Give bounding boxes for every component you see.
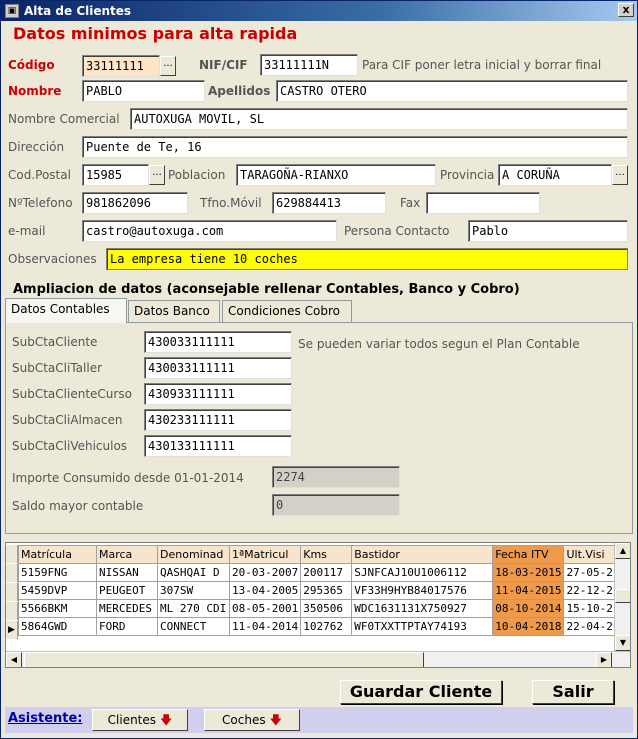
column-header-kms[interactable]: Kms — [301, 546, 352, 564]
table-cell[interactable]: 27-05-2 — [564, 564, 615, 582]
column-header-fecha-itv[interactable]: Fecha ITV — [493, 546, 564, 564]
scroll-right-icon[interactable]: ▶ — [596, 652, 612, 668]
subcta-taller-label: SubCtaCliTaller — [12, 361, 103, 375]
asistente-clientes-button[interactable] — [92, 709, 188, 731]
table-cell[interactable]: 350506 — [301, 600, 352, 618]
subcta-taller-field[interactable]: 430033111111 — [144, 357, 292, 379]
codigo-lookup-button[interactable]: ... — [160, 56, 176, 76]
vertical-scrollbar[interactable] — [614, 543, 630, 651]
table-cell[interactable]: 307SW — [158, 582, 230, 600]
scroll-thumb[interactable] — [615, 589, 631, 603]
arrow-down-icon: 🡇 — [269, 713, 282, 727]
table-cell[interactable]: ML 270 CDI — [158, 600, 230, 618]
fax-label: Fax — [400, 196, 421, 210]
saldo-field: 0 — [272, 494, 400, 516]
subcta-curso-field[interactable]: 430933111111 — [144, 383, 292, 405]
cod-postal-field[interactable]: 15985 — [82, 164, 149, 186]
tab-datos-contables[interactable]: Datos Contables — [5, 298, 127, 323]
poblacion-label: Poblacion — [168, 168, 226, 182]
scroll-down-icon[interactable]: ▼ — [615, 635, 631, 651]
apellidos-label: Apellidos — [208, 84, 271, 98]
nombre-comercial-field[interactable]: AUTOXUGA MOVIL, SL — [130, 108, 628, 130]
tab-datos-banco[interactable]: Datos Banco — [128, 300, 220, 322]
nombre-comercial-label: Nombre Comercial — [8, 112, 120, 126]
table-cell[interactable]: 5864GWD — [19, 618, 97, 636]
importe-field: 2274 — [272, 466, 400, 488]
subcta-vehiculos-label: SubCtaCliVehiculos — [12, 439, 128, 453]
table-cell[interactable]: VF33H9HYB84017576 — [352, 582, 493, 600]
table-cell[interactable]: 18-03-2015 — [493, 564, 564, 582]
clientes-label: Clientes — [107, 713, 157, 727]
subcta-curso-label: SubCtaClienteCurso — [12, 387, 132, 401]
provincia-lookup-button[interactable]: ... — [612, 165, 628, 185]
cod-postal-label: Cod.Postal — [8, 168, 71, 182]
email-label: e-mail — [8, 224, 46, 238]
table-row[interactable] — [19, 600, 616, 618]
table-cell[interactable]: 08-10-2014 — [493, 600, 564, 618]
app-icon: ▣ — [5, 4, 19, 18]
saldo-label: Saldo mayor contable — [12, 499, 144, 513]
movil-label: Tfno.Móvil — [200, 196, 262, 210]
column-header-marca[interactable]: Marca — [97, 546, 158, 564]
provincia-field[interactable]: A CORUÑA — [498, 164, 612, 186]
close-button[interactable]: x — [618, 3, 634, 17]
table-row[interactable] — [19, 564, 616, 582]
column-header-matricula[interactable]: Matrícula — [19, 546, 97, 564]
subcta-almacen-label: SubCtaCliAlmacen — [12, 413, 123, 427]
column-header-denominacion[interactable]: Denominad — [158, 546, 230, 564]
table-cell[interactable]: MERCEDES — [97, 600, 158, 618]
table-row[interactable] — [19, 618, 616, 636]
table-cell[interactable]: 5459DVP — [19, 582, 97, 600]
poblacion-field[interactable]: TARAGOÑA-RIANXO — [236, 164, 436, 186]
codigo-label: Código — [8, 58, 55, 72]
table-cell[interactable]: 200117 — [301, 564, 352, 582]
subcta-cliente-field[interactable]: 430033111111 — [144, 331, 292, 353]
table-cell[interactable]: 11-04-2015 — [493, 582, 564, 600]
movil-field[interactable]: 629884413 — [272, 192, 386, 214]
telefono-field[interactable]: 981862096 — [82, 192, 188, 214]
nombre-label: Nombre — [8, 84, 62, 98]
cod-postal-lookup-button[interactable]: ... — [149, 165, 165, 185]
guardar-cliente-button[interactable]: Guardar Cliente — [340, 680, 502, 704]
apellidos-field[interactable]: CASTRO OTERO — [276, 80, 628, 102]
table-cell[interactable]: 11-04-2014 — [230, 618, 301, 636]
column-header-bastidor[interactable]: Bastidor — [352, 546, 493, 564]
fax-field[interactable] — [426, 192, 540, 214]
table-cell[interactable]: FORD — [97, 618, 158, 636]
current-row-indicator[interactable]: ▶ — [6, 621, 18, 639]
title-bar — [1, 1, 637, 21]
table-cell[interactable]: 13-04-2005 — [230, 582, 301, 600]
asistente-bar — [5, 707, 633, 733]
table-cell[interactable]: 08-05-2001 — [230, 600, 301, 618]
tab-condiciones-cobro[interactable]: Condiciones Cobro — [222, 300, 352, 322]
asistente-label: Asistente: — [8, 711, 83, 726]
importe-label: Importe Consumido desde 01-01-2014 — [12, 471, 244, 485]
nif-hint: Para CIF poner letra inicial y borrar final — [362, 58, 602, 72]
observaciones-label: Observaciones — [8, 252, 97, 266]
nombre-field[interactable]: PABLO — [82, 80, 205, 102]
contacto-label: Persona Contacto — [344, 224, 450, 238]
column-header-ult-visita[interactable]: Ult.Visi — [564, 546, 615, 564]
contables-hint: Se pueden variar todos segun el Plan Contable — [298, 337, 580, 351]
table-cell[interactable]: WDC1631131X750927 — [352, 600, 493, 618]
asistente-coches-button[interactable] — [204, 709, 300, 731]
codigo-field[interactable]: 33111111 — [82, 55, 160, 77]
telefono-label: NºTelefono — [8, 196, 73, 210]
table-cell[interactable]: WF0TXXTTPTAY74193 — [352, 618, 493, 636]
row-indicator[interactable] — [6, 583, 18, 601]
table-cell[interactable]: 22-04-2 — [564, 618, 615, 636]
table-cell[interactable]: 295365 — [301, 582, 352, 600]
scroll-left-icon[interactable]: ◀ — [6, 652, 22, 668]
table-cell[interactable]: 5566BKM — [19, 600, 97, 618]
window-title: Alta de Clientes — [24, 4, 132, 18]
table-cell[interactable]: 5159FNG — [19, 564, 97, 582]
nif-label: NIF/CIF — [199, 58, 248, 72]
contacto-field[interactable]: Pablo — [468, 220, 628, 242]
coches-label: Coches — [222, 713, 266, 727]
salir-button[interactable]: Salir — [532, 680, 614, 704]
ampliacion-title: Ampliacion de datos (aconsejable rellenar Contables, Banco y Cobro) — [13, 282, 520, 297]
table-cell[interactable]: 102762 — [301, 618, 352, 636]
arrow-down-icon: 🡇 — [160, 713, 173, 727]
direccion-field[interactable]: Puente de Te, 16 — [82, 136, 628, 158]
row-indicator[interactable] — [6, 602, 18, 620]
table-cell[interactable]: SJNFCAJ10U1006112 — [352, 564, 493, 582]
nif-field[interactable]: 33111111N — [260, 54, 358, 76]
table-header-row — [19, 546, 616, 564]
table-cell[interactable]: 15-10-2 — [564, 600, 615, 618]
page-title: Datos minimos para alta rapida — [13, 24, 298, 43]
email-field[interactable]: castro@autoxuga.com — [82, 220, 337, 242]
subcta-vehiculos-field[interactable]: 430133111111 — [144, 435, 292, 457]
direccion-label: Dirección — [8, 140, 65, 154]
subcta-almacen-field[interactable]: 430233111111 — [144, 409, 292, 431]
column-header-primera-matricula[interactable]: 1ªMatricul — [230, 546, 301, 564]
row-indicator[interactable] — [6, 564, 18, 582]
subcta-cliente-label: SubCtaCliente — [12, 335, 98, 349]
grid-header-corner — [6, 545, 18, 563]
table-cell[interactable]: PEUGEOT — [97, 582, 158, 600]
table-cell[interactable]: QASHQAI D — [158, 564, 230, 582]
table-cell[interactable]: 20-03-2007 — [230, 564, 301, 582]
vehiculos-table — [18, 545, 616, 636]
table-cell[interactable]: 22-12-2 — [564, 582, 615, 600]
table-row[interactable] — [19, 582, 616, 600]
table-cell[interactable]: NISSAN — [97, 564, 158, 582]
vehiculos-grid[interactable] — [5, 542, 631, 668]
scroll-up-icon[interactable]: ▲ — [615, 543, 631, 559]
horizontal-scrollbar[interactable] — [6, 651, 630, 667]
table-cell[interactable]: 10-04-2018 — [493, 618, 564, 636]
provincia-label: Provincia — [440, 168, 495, 182]
table-cell[interactable]: CONNECT — [158, 618, 230, 636]
scroll-thumb[interactable] — [24, 652, 424, 668]
observaciones-field[interactable]: La empresa tiene 10 coches — [106, 248, 628, 270]
